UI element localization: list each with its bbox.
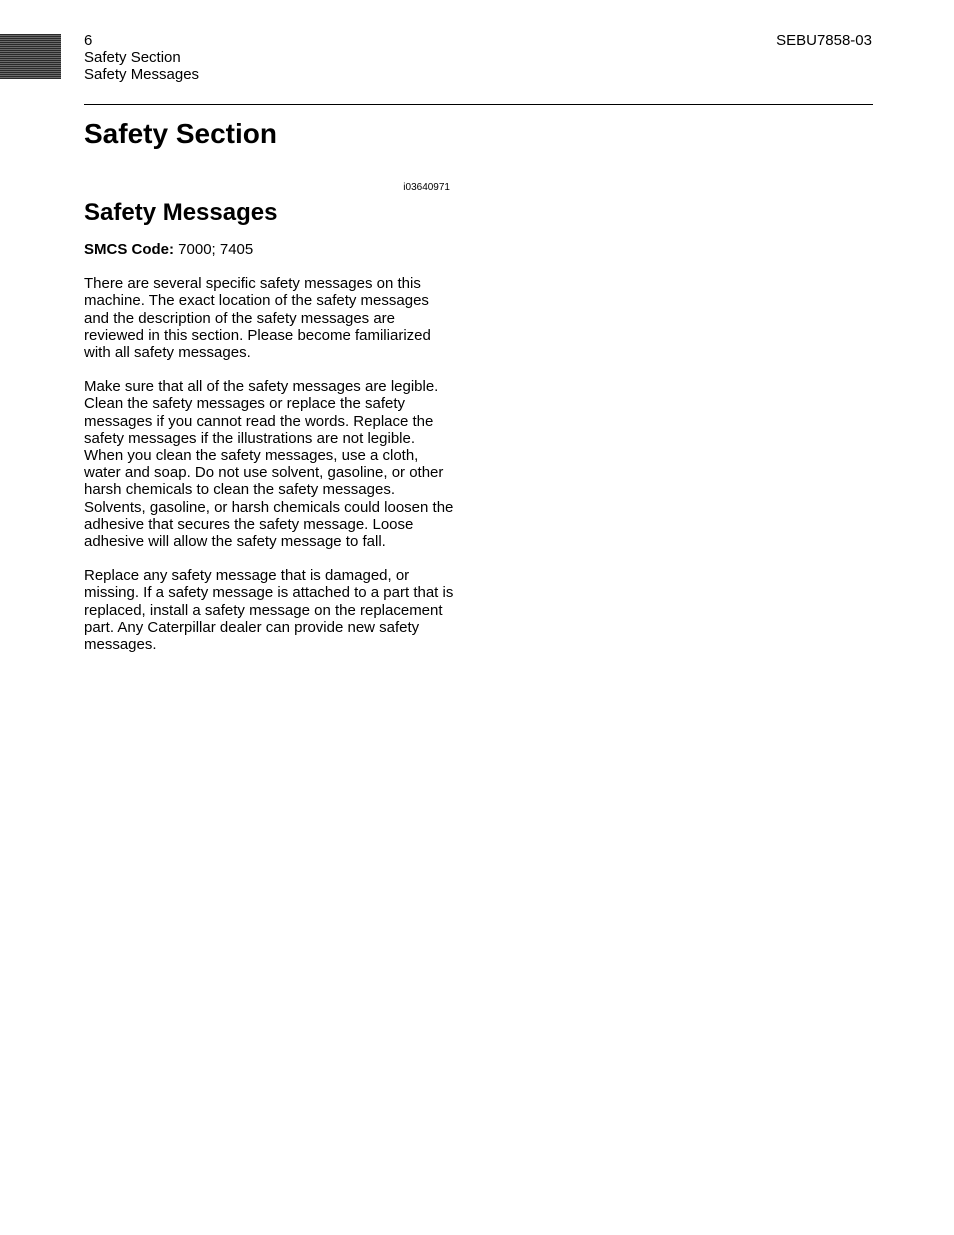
body-column	[84, 241, 456, 670]
header-subsection: Safety Messages	[84, 66, 200, 83]
smcs-code	[84, 241, 456, 258]
section-thumb-tab	[0, 34, 61, 79]
header-divider	[84, 104, 873, 105]
section-title: Safety Section	[84, 118, 277, 149]
body-paragraph: There are several specific safety messages on this machine. The exact location of the safety messages and the description of the safety messages are reviewed in this section. Please become familiarized with all safety messages.	[84, 275, 431, 362]
smcs-code-label: SMCS Code:	[84, 241, 174, 258]
page-number: 6	[84, 32, 93, 49]
body-paragraph: Replace any safety message that is damaged, or missing. If a safety message is attached to a part that is replaced, install a safety message on the replacement part. Any Caterpillar dealer can provide new safety messages.	[84, 567, 454, 654]
body-paragraph: Make sure that all of the safety messages are legible. Clean the safety messages or replace the safety messages if you cannot read the words. Replace the safety messages if the illustrations are not legible. When you clean the safety messages, use a cloth, water and soap. Do not use solvent, gasoline, or other harsh chemicals to clean the safety messages. Solvents, gasoline, or harsh chemicals could loosen the adhesive that secures the safety message. Loose adhesive will allow the safety message to fall.	[84, 378, 454, 551]
running-header	[84, 32, 199, 83]
header-section: Safety Section	[84, 49, 181, 66]
document-number: SEBU7858-03	[776, 32, 872, 49]
smcs-code-value: 7000; 7405	[174, 241, 254, 258]
topic-id: i03640971	[403, 182, 450, 193]
topic-title: Safety Messages	[84, 199, 278, 226]
